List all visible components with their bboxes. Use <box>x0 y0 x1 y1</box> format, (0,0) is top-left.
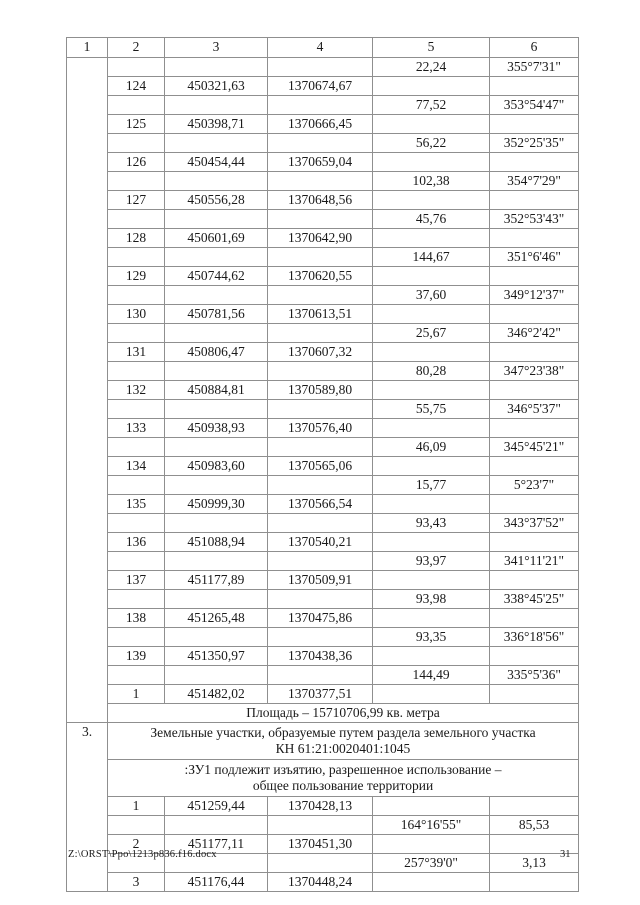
point-number-cell: 125 <box>108 115 165 134</box>
point-number-cell: 132 <box>108 381 165 400</box>
header-row <box>67 38 579 58</box>
x-coordinate-cell: 451177,11 <box>165 835 268 854</box>
empty-cell <box>373 115 490 134</box>
empty-cell <box>490 153 579 172</box>
empty-cell <box>268 476 373 495</box>
segment-row <box>67 96 579 115</box>
x-coordinate-cell: 450884,81 <box>165 381 268 400</box>
empty-cell <box>108 438 165 457</box>
empty-cell <box>373 267 490 286</box>
angle-or-distance-cell: 354°7'29" <box>490 172 579 191</box>
section-number-cell: 3. <box>67 723 108 892</box>
angle-or-distance-cell: 341°11'21" <box>490 552 579 571</box>
empty-cell <box>165 362 268 381</box>
angle-or-distance-cell: 335°5'36" <box>490 666 579 685</box>
empty-cell <box>373 647 490 666</box>
empty-cell <box>490 495 579 514</box>
point-row <box>67 797 579 816</box>
empty-cell <box>108 134 165 153</box>
x-coordinate-cell: 450744,62 <box>165 267 268 286</box>
empty-cell <box>373 685 490 704</box>
segment-row <box>67 438 579 457</box>
x-coordinate-cell: 450398,71 <box>165 115 268 134</box>
empty-cell <box>165 286 268 305</box>
empty-cell <box>373 381 490 400</box>
point-number-cell: 130 <box>108 305 165 324</box>
y-coordinate-cell: 1370659,04 <box>268 153 373 172</box>
y-coordinate-cell: 1370438,36 <box>268 647 373 666</box>
empty-cell <box>165 666 268 685</box>
empty-cell <box>490 571 579 590</box>
angle-or-distance-cell: 343°37'52" <box>490 514 579 533</box>
y-coordinate-cell: 1370620,55 <box>268 267 373 286</box>
y-coordinate-cell: 1370475,86 <box>268 609 373 628</box>
distance-or-angle-cell: 93,43 <box>373 514 490 533</box>
distance-or-angle-cell: 37,60 <box>373 286 490 305</box>
empty-cell <box>490 685 579 704</box>
point-row <box>67 305 579 324</box>
x-coordinate-cell: 451265,48 <box>165 609 268 628</box>
y-coordinate-cell: 1370666,45 <box>268 115 373 134</box>
segment-row <box>67 248 579 267</box>
empty-cell <box>268 248 373 267</box>
empty-cell <box>373 77 490 96</box>
y-coordinate-cell: 1370642,90 <box>268 229 373 248</box>
empty-cell <box>108 552 165 571</box>
x-coordinate-cell: 451350,97 <box>165 647 268 666</box>
merged-text-cell: :ЗУ1 подлежит изъятию, разрешенное использование – общее пользование территории <box>108 760 579 797</box>
x-coordinate-cell: 450781,56 <box>165 305 268 324</box>
empty-cell <box>268 210 373 229</box>
y-coordinate-cell: 1370509,91 <box>268 571 373 590</box>
empty-cell <box>108 590 165 609</box>
point-row <box>67 609 579 628</box>
empty-cell <box>268 666 373 685</box>
segment-row <box>67 286 579 305</box>
empty-cell <box>373 835 490 854</box>
segment-row <box>67 324 579 343</box>
angle-or-distance-cell: 5°23'7" <box>490 476 579 495</box>
point-row <box>67 457 579 476</box>
empty-cell <box>165 134 268 153</box>
distance-or-angle-cell: 93,97 <box>373 552 490 571</box>
angle-or-distance-cell: 355°7'31" <box>490 58 579 77</box>
empty-cell <box>373 343 490 362</box>
empty-cell <box>108 362 165 381</box>
empty-cell <box>165 476 268 495</box>
distance-or-angle-cell: 22,24 <box>373 58 490 77</box>
empty-cell <box>165 514 268 533</box>
x-coordinate-cell: 451177,89 <box>165 571 268 590</box>
y-coordinate-cell: 1370451,30 <box>268 835 373 854</box>
distance-or-angle-cell: 25,67 <box>373 324 490 343</box>
empty-cell <box>268 590 373 609</box>
angle-or-distance-cell: 85,53 <box>490 816 579 835</box>
angle-or-distance-cell: 353°54'47" <box>490 96 579 115</box>
segment-row <box>67 816 579 835</box>
empty-cell <box>108 816 165 835</box>
segment-row <box>67 362 579 381</box>
distance-or-angle-cell: 80,28 <box>373 362 490 381</box>
empty-cell <box>108 248 165 267</box>
point-row <box>67 191 579 210</box>
empty-cell <box>108 58 165 77</box>
distance-or-angle-cell: 257°39'0" <box>373 854 490 873</box>
empty-cell <box>490 647 579 666</box>
empty-cell <box>108 666 165 685</box>
empty-cell <box>165 590 268 609</box>
empty-cell <box>268 514 373 533</box>
empty-cell <box>108 286 165 305</box>
y-coordinate-cell: 1370377,51 <box>268 685 373 704</box>
empty-cell <box>165 324 268 343</box>
angle-or-distance-cell: 351°6'46" <box>490 248 579 267</box>
empty-cell <box>165 172 268 191</box>
coordinates-table-body <box>67 38 579 892</box>
y-coordinate-cell: 1370589,80 <box>268 381 373 400</box>
empty-cell <box>490 533 579 552</box>
x-coordinate-cell: 451482,02 <box>165 685 268 704</box>
y-coordinate-cell: 1370648,56 <box>268 191 373 210</box>
empty-cell <box>268 362 373 381</box>
empty-cell <box>373 153 490 172</box>
x-coordinate-cell: 450806,47 <box>165 343 268 362</box>
section-number-cell <box>67 58 108 723</box>
x-coordinate-cell: 450983,60 <box>165 457 268 476</box>
point-number-cell: 136 <box>108 533 165 552</box>
x-coordinate-cell: 450454,44 <box>165 153 268 172</box>
empty-cell <box>165 816 268 835</box>
point-row <box>67 495 579 514</box>
column-header: 2 <box>108 38 165 58</box>
empty-cell <box>373 495 490 514</box>
distance-or-angle-cell: 45,76 <box>373 210 490 229</box>
distance-or-angle-cell: 15,77 <box>373 476 490 495</box>
footer-file-path: Z:\ORST\Ppo\1213p836.f16.docx <box>68 849 217 860</box>
empty-cell <box>165 248 268 267</box>
segment-row <box>67 134 579 153</box>
empty-cell <box>268 816 373 835</box>
empty-cell <box>165 58 268 77</box>
point-row <box>67 873 579 892</box>
merged-text-cell: Земельные участки, образуемые путем раздела земельного участка КН 61:21:0020401:1045 <box>108 723 579 760</box>
empty-cell <box>490 77 579 96</box>
column-header: 6 <box>490 38 579 58</box>
segment-row <box>67 628 579 647</box>
distance-or-angle-cell: 56,22 <box>373 134 490 153</box>
column-header: 4 <box>268 38 373 58</box>
distance-or-angle-cell: 144,67 <box>373 248 490 267</box>
empty-cell <box>373 533 490 552</box>
segment-row <box>67 552 579 571</box>
point-row <box>67 77 579 96</box>
segment-row <box>67 476 579 495</box>
x-coordinate-cell: 450999,30 <box>165 495 268 514</box>
point-row <box>67 571 579 590</box>
empty-cell <box>108 172 165 191</box>
point-row <box>67 267 579 286</box>
empty-cell <box>268 854 373 873</box>
empty-cell <box>490 609 579 628</box>
x-coordinate-cell: 451088,94 <box>165 533 268 552</box>
empty-cell <box>268 134 373 153</box>
segment-row <box>67 400 579 419</box>
empty-cell <box>490 381 579 400</box>
empty-cell <box>165 552 268 571</box>
empty-cell <box>490 305 579 324</box>
angle-or-distance-cell: 349°12'37" <box>490 286 579 305</box>
x-coordinate-cell: 451259,44 <box>165 797 268 816</box>
empty-cell <box>108 324 165 343</box>
segment-row <box>67 172 579 191</box>
empty-cell <box>108 628 165 647</box>
y-coordinate-cell: 1370607,32 <box>268 343 373 362</box>
distance-or-angle-cell: 55,75 <box>373 400 490 419</box>
y-coordinate-cell: 1370540,21 <box>268 533 373 552</box>
column-header: 1 <box>67 38 108 58</box>
empty-cell <box>373 229 490 248</box>
point-row <box>67 115 579 134</box>
angle-or-distance-cell: 352°53'43" <box>490 210 579 229</box>
x-coordinate-cell: 450321,63 <box>165 77 268 96</box>
point-number-cell: 128 <box>108 229 165 248</box>
point-number-cell: 135 <box>108 495 165 514</box>
point-row <box>67 343 579 362</box>
x-coordinate-cell: 450938,93 <box>165 419 268 438</box>
angle-or-distance-cell: 345°45'21" <box>490 438 579 457</box>
empty-cell <box>108 514 165 533</box>
angle-or-distance-cell: 346°2'42" <box>490 324 579 343</box>
distance-or-angle-cell: 144,49 <box>373 666 490 685</box>
x-coordinate-cell: 450601,69 <box>165 229 268 248</box>
angle-or-distance-cell: 3,13 <box>490 854 579 873</box>
y-coordinate-cell: 1370674,67 <box>268 77 373 96</box>
point-number-cell: 134 <box>108 457 165 476</box>
point-row <box>67 533 579 552</box>
empty-cell <box>165 96 268 115</box>
empty-cell <box>490 115 579 134</box>
point-number-cell: 3 <box>108 873 165 892</box>
x-coordinate-cell: 450556,28 <box>165 191 268 210</box>
empty-cell <box>165 400 268 419</box>
point-number-cell: 138 <box>108 609 165 628</box>
point-number-cell: 133 <box>108 419 165 438</box>
y-coordinate-cell: 1370576,40 <box>268 419 373 438</box>
y-coordinate-cell: 1370448,24 <box>268 873 373 892</box>
empty-cell <box>268 286 373 305</box>
empty-cell <box>268 172 373 191</box>
empty-cell <box>490 419 579 438</box>
y-coordinate-cell: 1370428,13 <box>268 797 373 816</box>
angle-or-distance-cell: 346°5'37" <box>490 400 579 419</box>
empty-cell <box>490 191 579 210</box>
point-row <box>67 229 579 248</box>
point-row <box>67 647 579 666</box>
angle-or-distance-cell: 338°45'25" <box>490 590 579 609</box>
empty-cell <box>165 438 268 457</box>
point-number-cell: 139 <box>108 647 165 666</box>
empty-cell <box>108 210 165 229</box>
empty-cell <box>373 571 490 590</box>
empty-cell <box>490 229 579 248</box>
point-number-cell: 126 <box>108 153 165 172</box>
empty-cell <box>373 191 490 210</box>
coordinates-table <box>66 37 579 892</box>
distance-or-angle-cell: 93,35 <box>373 628 490 647</box>
segment-row <box>67 514 579 533</box>
column-header: 3 <box>165 38 268 58</box>
segment-row <box>67 58 579 77</box>
empty-cell <box>165 628 268 647</box>
x-coordinate-cell: 451176,44 <box>165 873 268 892</box>
empty-cell <box>373 609 490 628</box>
y-coordinate-cell: 1370613,51 <box>268 305 373 324</box>
point-row <box>67 381 579 400</box>
empty-cell <box>373 419 490 438</box>
merged-text-row <box>67 723 579 760</box>
empty-cell <box>490 343 579 362</box>
empty-cell <box>373 797 490 816</box>
merged-text-cell: Площадь – 15710706,99 кв. метра <box>108 704 579 723</box>
point-number-cell: 1 <box>108 685 165 704</box>
merged-text-row <box>67 760 579 797</box>
empty-cell <box>268 552 373 571</box>
distance-or-angle-cell: 93,98 <box>373 590 490 609</box>
empty-cell <box>108 476 165 495</box>
segment-row <box>67 210 579 229</box>
empty-cell <box>108 400 165 419</box>
distance-or-angle-cell: 77,52 <box>373 96 490 115</box>
angle-or-distance-cell: 336°18'56" <box>490 628 579 647</box>
point-row <box>67 419 579 438</box>
angle-or-distance-cell: 347°23'38" <box>490 362 579 381</box>
empty-cell <box>373 873 490 892</box>
distance-or-angle-cell: 102,38 <box>373 172 490 191</box>
point-row <box>67 685 579 704</box>
y-coordinate-cell: 1370565,06 <box>268 457 373 476</box>
empty-cell <box>490 457 579 476</box>
empty-cell <box>490 267 579 286</box>
point-number-cell: 131 <box>108 343 165 362</box>
point-number-cell: 137 <box>108 571 165 590</box>
y-coordinate-cell: 1370566,54 <box>268 495 373 514</box>
distance-or-angle-cell: 164°16'55" <box>373 816 490 835</box>
column-header: 5 <box>373 38 490 58</box>
point-row <box>67 153 579 172</box>
merged-text-row <box>67 704 579 723</box>
distance-or-angle-cell: 46,09 <box>373 438 490 457</box>
empty-cell <box>490 797 579 816</box>
point-number-cell: 2 <box>108 835 165 854</box>
empty-cell <box>268 324 373 343</box>
empty-cell <box>108 96 165 115</box>
segment-row <box>67 666 579 685</box>
point-number-cell: 124 <box>108 77 165 96</box>
empty-cell <box>268 58 373 77</box>
empty-cell <box>373 457 490 476</box>
point-number-cell: 127 <box>108 191 165 210</box>
segment-row <box>67 590 579 609</box>
empty-cell <box>373 305 490 324</box>
empty-cell <box>490 873 579 892</box>
empty-cell <box>268 438 373 457</box>
empty-cell <box>268 628 373 647</box>
point-number-cell: 129 <box>108 267 165 286</box>
point-number-cell: 1 <box>108 797 165 816</box>
empty-cell <box>268 400 373 419</box>
angle-or-distance-cell: 352°25'35" <box>490 134 579 153</box>
page-number: 31 <box>560 849 571 860</box>
empty-cell <box>268 96 373 115</box>
empty-cell <box>165 210 268 229</box>
